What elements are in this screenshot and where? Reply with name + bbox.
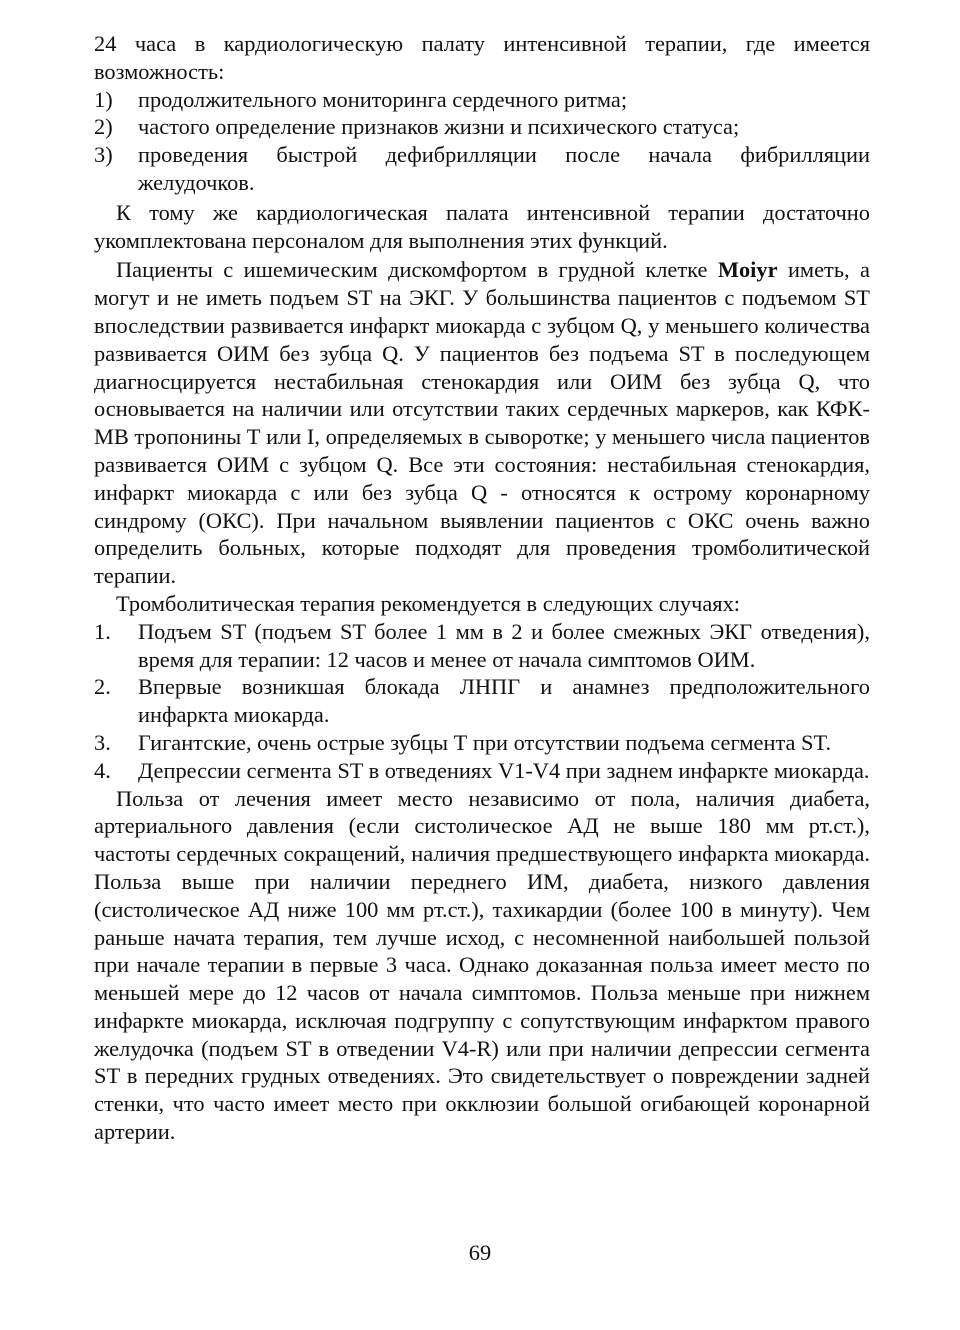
page-body (94, 30, 870, 1146)
list-item-number: 3. (94, 729, 111, 755)
bold-word: Moiyr (717, 257, 778, 283)
list-item-text: частого определение признаков жизни и психического статуса; (138, 114, 740, 140)
indications-list (94, 618, 870, 785)
paragraph-staffing: К тому же кардиологическая палата интенсивной терапии достаточно укомплектована персоналом для выполнения этих функций. (94, 199, 870, 253)
list-item-number: 2. (94, 674, 111, 700)
list-item (94, 86, 870, 114)
list-item-text: продолжительного мониторинга сердечного ритма; (138, 86, 628, 112)
list-item-number: 4. (94, 757, 111, 783)
list-item-number: 1. (94, 618, 111, 644)
paragraph-benefit: Польза от лечения имеет место независимо от пола, наличия диабета, артериального давления (если систолическое АД не выше 180 мм рт.ст.), частоты сердечных сокращений, наличия предшествующего инфаркта миокарда. Польза выше при наличии переднего ИМ, диабета, низкого давления (систолическое АД ниже 100 мм рт.ст.), тахикардии (более 100 в минуту). Чем раньше начата терапия, тем лучше исход, с несомненной наибольшей пользой при начале терапии в первые 3 часа. Однако доказанная польза имеет место по меньшей мере до 12 часов от начала симптомов. Польза меньше при нижнем инфаркте миокарда, исключая подгруппу с сопутствующим инфарктом правого желудочка (подъем ST в отведении V4-R) или при наличии депрессии сегмента ST в передних грудных отведениях. Это свидетельствует о повреждении задней стенки, что часто имеет место при окклюзии большой огибающей коронарной артерии. (94, 785, 870, 1145)
list-item-number: 2) (94, 114, 113, 140)
paragraph-acs (94, 256, 870, 590)
list-item (94, 141, 870, 197)
list-item-number: 1) (94, 86, 113, 112)
list-item-text: Впервые возникшая блокада ЛНПГ и анамнез предположительного инфаркта миокарда. (138, 674, 870, 728)
list-item (94, 729, 870, 757)
list-item-text: Подъем ST (подъем ST более 1 мм в 2 и более смежных ЭКГ отведения), время для терапии: 12 часов и менее от начала симптомов ОИМ. (138, 618, 870, 672)
list-item (94, 673, 870, 729)
paragraph-text: иметь, а могут и не иметь подъем ST на ЭКГ. У большинства пациентов с подъемом ST впоследствии развивается инфаркт миокарда с зубцом Q, у меньшего количества развивается ОИМ без зубца Q. У пациентов без подъема ST в последующем диагносцируется нестабильная стенокардия или ОИМ без зубца Q, что основывается на наличии или отсутствии таких сердечных маркеров, как КФК-MB тропонины Т или I, определяемых в сыворотке; у меньшего числа пациентов развивается ОИМ с зубцом Q. Все эти состояния: нестабильная стенокардия, инфаркт миокарда с или без зубца Q - относятся к острому коронарному синдрому (ОКС). При начальном выявлении пациентов с ОКС очень важно определить больных, которые подходят для проведения тромболитической терапии. (94, 257, 870, 589)
list-item (94, 618, 870, 674)
list-item (94, 757, 870, 785)
paragraph-text: Пациенты с ишемическим дискомфортом в грудной клетке (116, 257, 718, 283)
list-item-number: 3) (94, 142, 113, 168)
list-item-text: Гигантские, очень острые зубцы Т при отсутствии подъема сегмента ST. (138, 729, 832, 755)
list-item-text: проведения быстрой дефибрилляции после начала фибрилляции желудочков. (138, 142, 870, 195)
paragraph-thrombolysis-intro: Тромболитическая терапия рекомендуется в следующих случаях: (116, 590, 740, 616)
page-number: 69 (468, 1240, 492, 1265)
intro-paragraph: 24 часа в кардиологическую палату интенсивной терапии, где имеется возможность: (94, 31, 870, 84)
list-item (94, 113, 870, 141)
monitoring-list (94, 86, 870, 197)
list-item-text: Депрессии сегмента ST в отведениях V1-V4 при заднем инфаркте миокарда. (138, 757, 870, 783)
